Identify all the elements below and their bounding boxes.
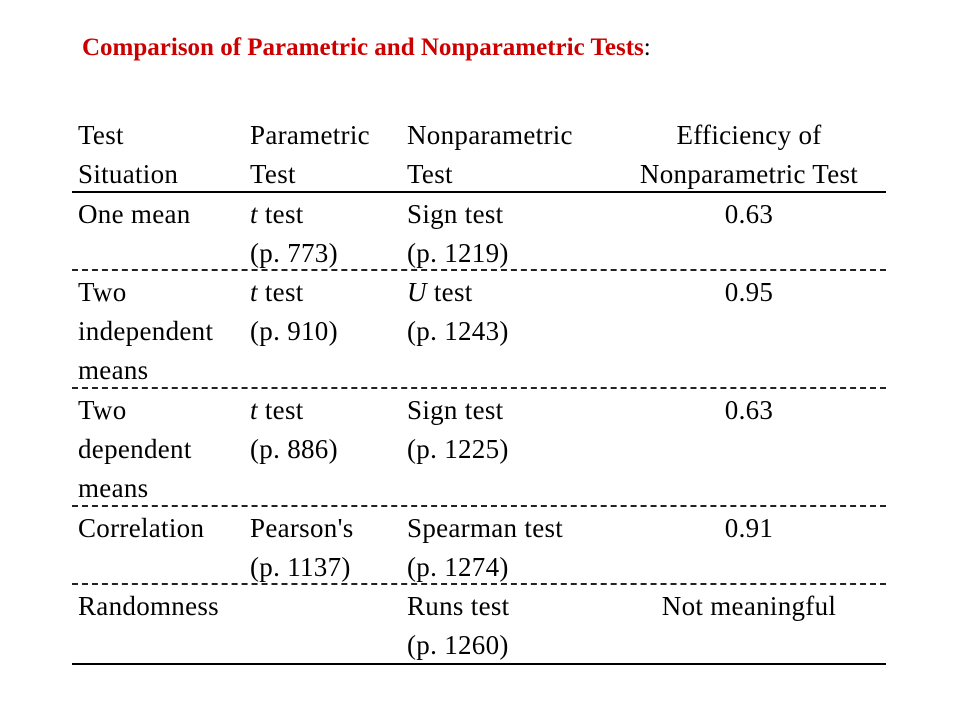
header-line: Nonparametric Test — [639, 159, 859, 189]
cell-line: Sign test — [407, 199, 504, 229]
cell-situation — [78, 509, 248, 548]
cell-line: (p. 773) — [250, 238, 338, 268]
header-line: Parametric — [250, 120, 370, 150]
cell-nonparametric — [407, 195, 607, 273]
header-line: Nonparametric — [407, 120, 573, 150]
header-line: Test — [407, 159, 453, 189]
cell-line: 0.91 — [724, 513, 774, 543]
cell-text: test — [257, 277, 304, 307]
table-row — [72, 271, 886, 389]
table-header-row — [72, 116, 886, 193]
header-line: Test — [78, 120, 124, 150]
cell-efficiency — [612, 391, 886, 430]
header-line: Efficiency of — [676, 120, 822, 150]
cell-text: test — [257, 395, 304, 425]
cell-line: Randomness — [78, 591, 219, 621]
cell-parametric — [250, 509, 400, 587]
cell-line: Correlation — [78, 513, 205, 543]
cell-line — [250, 273, 400, 312]
cell-nonparametric — [407, 273, 607, 351]
cell-parametric — [250, 195, 400, 273]
cell-line: (p. 1274) — [407, 552, 509, 582]
cell-line: 0.63 — [724, 199, 774, 229]
table-row — [72, 389, 886, 507]
cell-line: (p. 1137) — [250, 552, 351, 582]
cell-text: test — [257, 199, 304, 229]
math-symbol-t: t — [250, 199, 258, 229]
cell-line: means — [78, 355, 149, 385]
header-efficiency — [612, 116, 886, 194]
cell-line — [407, 273, 607, 312]
cell-line: Not meaningful — [661, 591, 837, 621]
cell-nonparametric — [407, 391, 607, 469]
cell-line: independent — [78, 316, 214, 346]
cell-line: 0.95 — [724, 277, 774, 307]
cell-line: (p. 1225) — [407, 434, 509, 464]
cell-parametric — [250, 273, 400, 351]
cell-line — [250, 195, 400, 234]
comparison-table — [72, 116, 886, 665]
cell-parametric — [250, 391, 400, 469]
cell-line: Spearman test — [407, 513, 564, 543]
table-row — [72, 585, 886, 665]
table-row — [72, 507, 886, 585]
cell-line: Pearson's — [250, 513, 354, 543]
cell-situation — [78, 391, 248, 508]
slide-title — [82, 34, 651, 62]
header-nonparametric-test — [407, 116, 607, 194]
header-test-situation — [78, 116, 248, 194]
cell-line: (p. 886) — [250, 434, 338, 464]
cell-parametric — [250, 587, 400, 665]
cell-line: Two — [78, 277, 127, 307]
cell-line: Two — [78, 395, 127, 425]
cell-line — [250, 391, 400, 430]
cell-line: (p. 1219) — [407, 238, 509, 268]
header-line: Test — [250, 159, 296, 189]
cell-line — [250, 587, 400, 626]
cell-line: (p. 1243) — [407, 316, 509, 346]
header-line: Situation — [78, 159, 179, 189]
slide-title-colon: : — [643, 34, 651, 61]
cell-line: Sign test — [407, 395, 504, 425]
table-row — [72, 193, 886, 271]
cell-line: (p. 910) — [250, 316, 338, 346]
cell-line: One mean — [78, 199, 191, 229]
math-symbol-u: U — [407, 277, 427, 307]
cell-nonparametric — [407, 587, 607, 665]
cell-line: means — [78, 473, 149, 503]
cell-line — [250, 626, 400, 665]
cell-efficiency — [612, 195, 886, 234]
cell-situation — [78, 195, 248, 234]
header-parametric-test — [250, 116, 400, 194]
slide-title-text: Comparison of Parametric and Nonparametric Tests — [82, 34, 644, 61]
cell-situation — [78, 273, 248, 390]
cell-efficiency — [612, 509, 886, 548]
cell-efficiency — [612, 587, 886, 626]
math-symbol-t: t — [250, 395, 258, 425]
cell-nonparametric — [407, 509, 607, 587]
cell-efficiency — [612, 273, 886, 312]
cell-line: Runs test — [407, 591, 510, 621]
math-symbol-t: t — [250, 277, 258, 307]
cell-situation — [78, 587, 248, 626]
cell-line: (p. 1260) — [407, 630, 509, 660]
cell-line: dependent — [78, 434, 192, 464]
cell-text: test — [426, 277, 473, 307]
cell-line: 0.63 — [724, 395, 774, 425]
